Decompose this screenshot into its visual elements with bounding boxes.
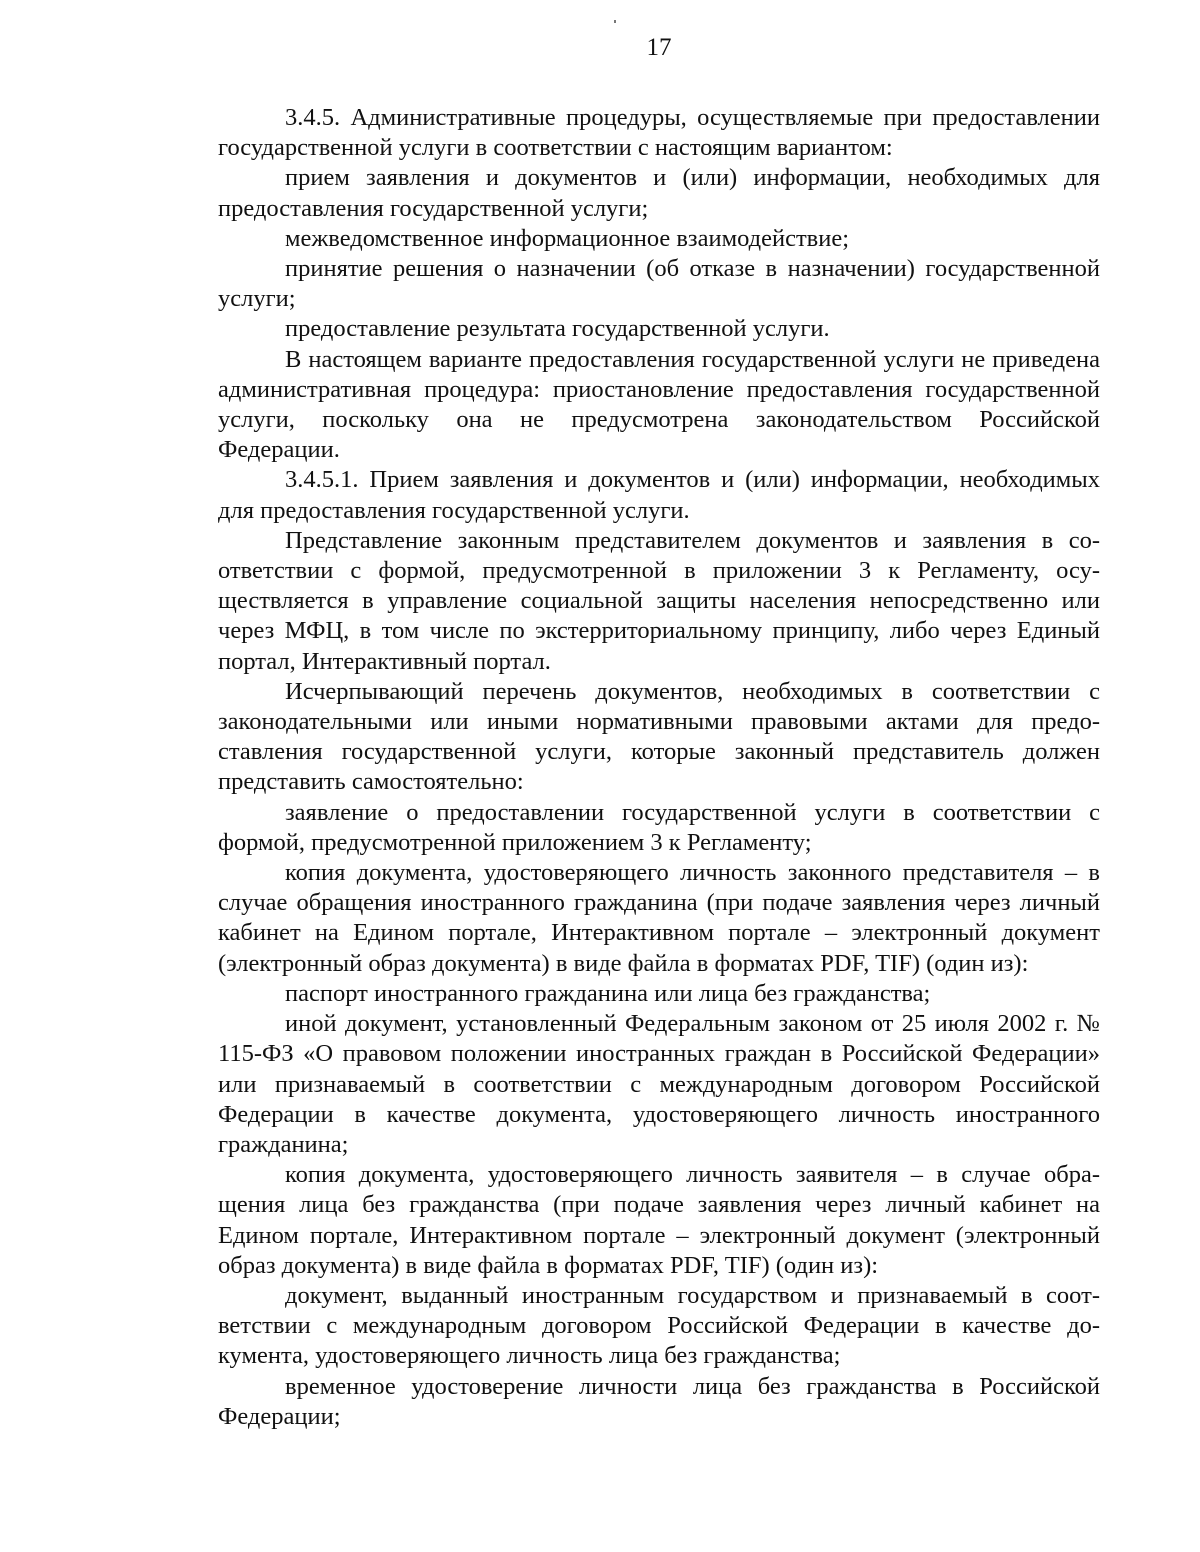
paragraph: заявление о предоставлении государственной услуги в соответствии с формой, предусмотренной приложением 3 к Регламенту; <box>218 798 1100 856</box>
page-number: 17 <box>646 34 672 61</box>
paragraph: прием заявления и документов и (или) информации, необходимых для предоставления государственной услуги; <box>218 164 1100 222</box>
paragraph: предоставление результата государственной услуги. <box>285 315 830 343</box>
document-page <box>218 28 1100 1432</box>
paragraph: документ, выданный иностранным государством и признаваемый в соответствии с международным договором Российской Федерации в качестве документа, удостоверяющего личность лица без гражданства; <box>218 1281 1100 1370</box>
paragraph: межведомственное информационное взаимодействие; <box>285 224 850 252</box>
paragraph: копия документа, удостоверяющего личность заявителя – в случае обращения лица без гражданства (при подаче заявления через личный кабинет на Едином портале, Интерактивном портале – электронный документ (электронный образ документа) в виде файла в форматах PDF, TIF) (один из): <box>218 1161 1100 1279</box>
paragraph: 3.4.5. Административные процедуры, осуществляемые при предоставлении государственной услуги в соответствии с настоящим вариантом: <box>218 104 1100 162</box>
paragraph: временное удостоверение личности лица без гражданства в Российской Федерации; <box>218 1372 1100 1430</box>
paragraph: паспорт иностранного гражданина или лица без гражданства; <box>285 979 931 1007</box>
paragraph: принятие решения о назначении (об отказе в назначении) государственной услуги; <box>218 255 1100 313</box>
paragraph: В настоящем варианте предоставления государственной услуги не приведена административная процедура: приостановление предоставления государственной услуги, поскольку она не предусмотрена законодательством Российской Федерации. <box>218 345 1100 464</box>
paragraph: Представление законным представителем документов и заявления в соответствии с формой, предусмотренной в приложении 3 к Регламенту, осуществляется в управление социальной защиты населения непосредственно или через МФЦ, в том числе по экстерриториальному принципу, либо через Единый портал, Интерактивный портал. <box>218 526 1100 675</box>
paragraph: иной документ, установленный Федеральным законом от 25 июля 2002 г. № 115-ФЗ «О правовом положении иностранных граждан в Российской Федерации» или признаваемый в соответствии с международным договором Российской Федерации в качестве документа, удостоверяющего личность иностранного гражданина; <box>218 1010 1100 1158</box>
section-heading-paragraph: 3.4.5.1. Прием заявления и документов и (или) информации, необходимых для предоставления государственной услуги. <box>218 466 1100 524</box>
paragraph: Исчерпывающий перечень документов, необходимых в соответствии с законодательными или иными нормативными правовыми актами для предоставления государственной услуги, которые законный представитель должен представить самостоятельно: <box>218 677 1100 796</box>
paragraph: копия документа, удостоверяющего личность законного представителя – в случае обращения иностранного гражданина (при подаче заявления через личный кабинет на Едином портале, Интерактивном портале – электронный документ (электронный образ документа) в виде файла в форматах PDF, TIF) (один из): <box>218 859 1100 977</box>
scan-artifact <box>614 20 616 23</box>
